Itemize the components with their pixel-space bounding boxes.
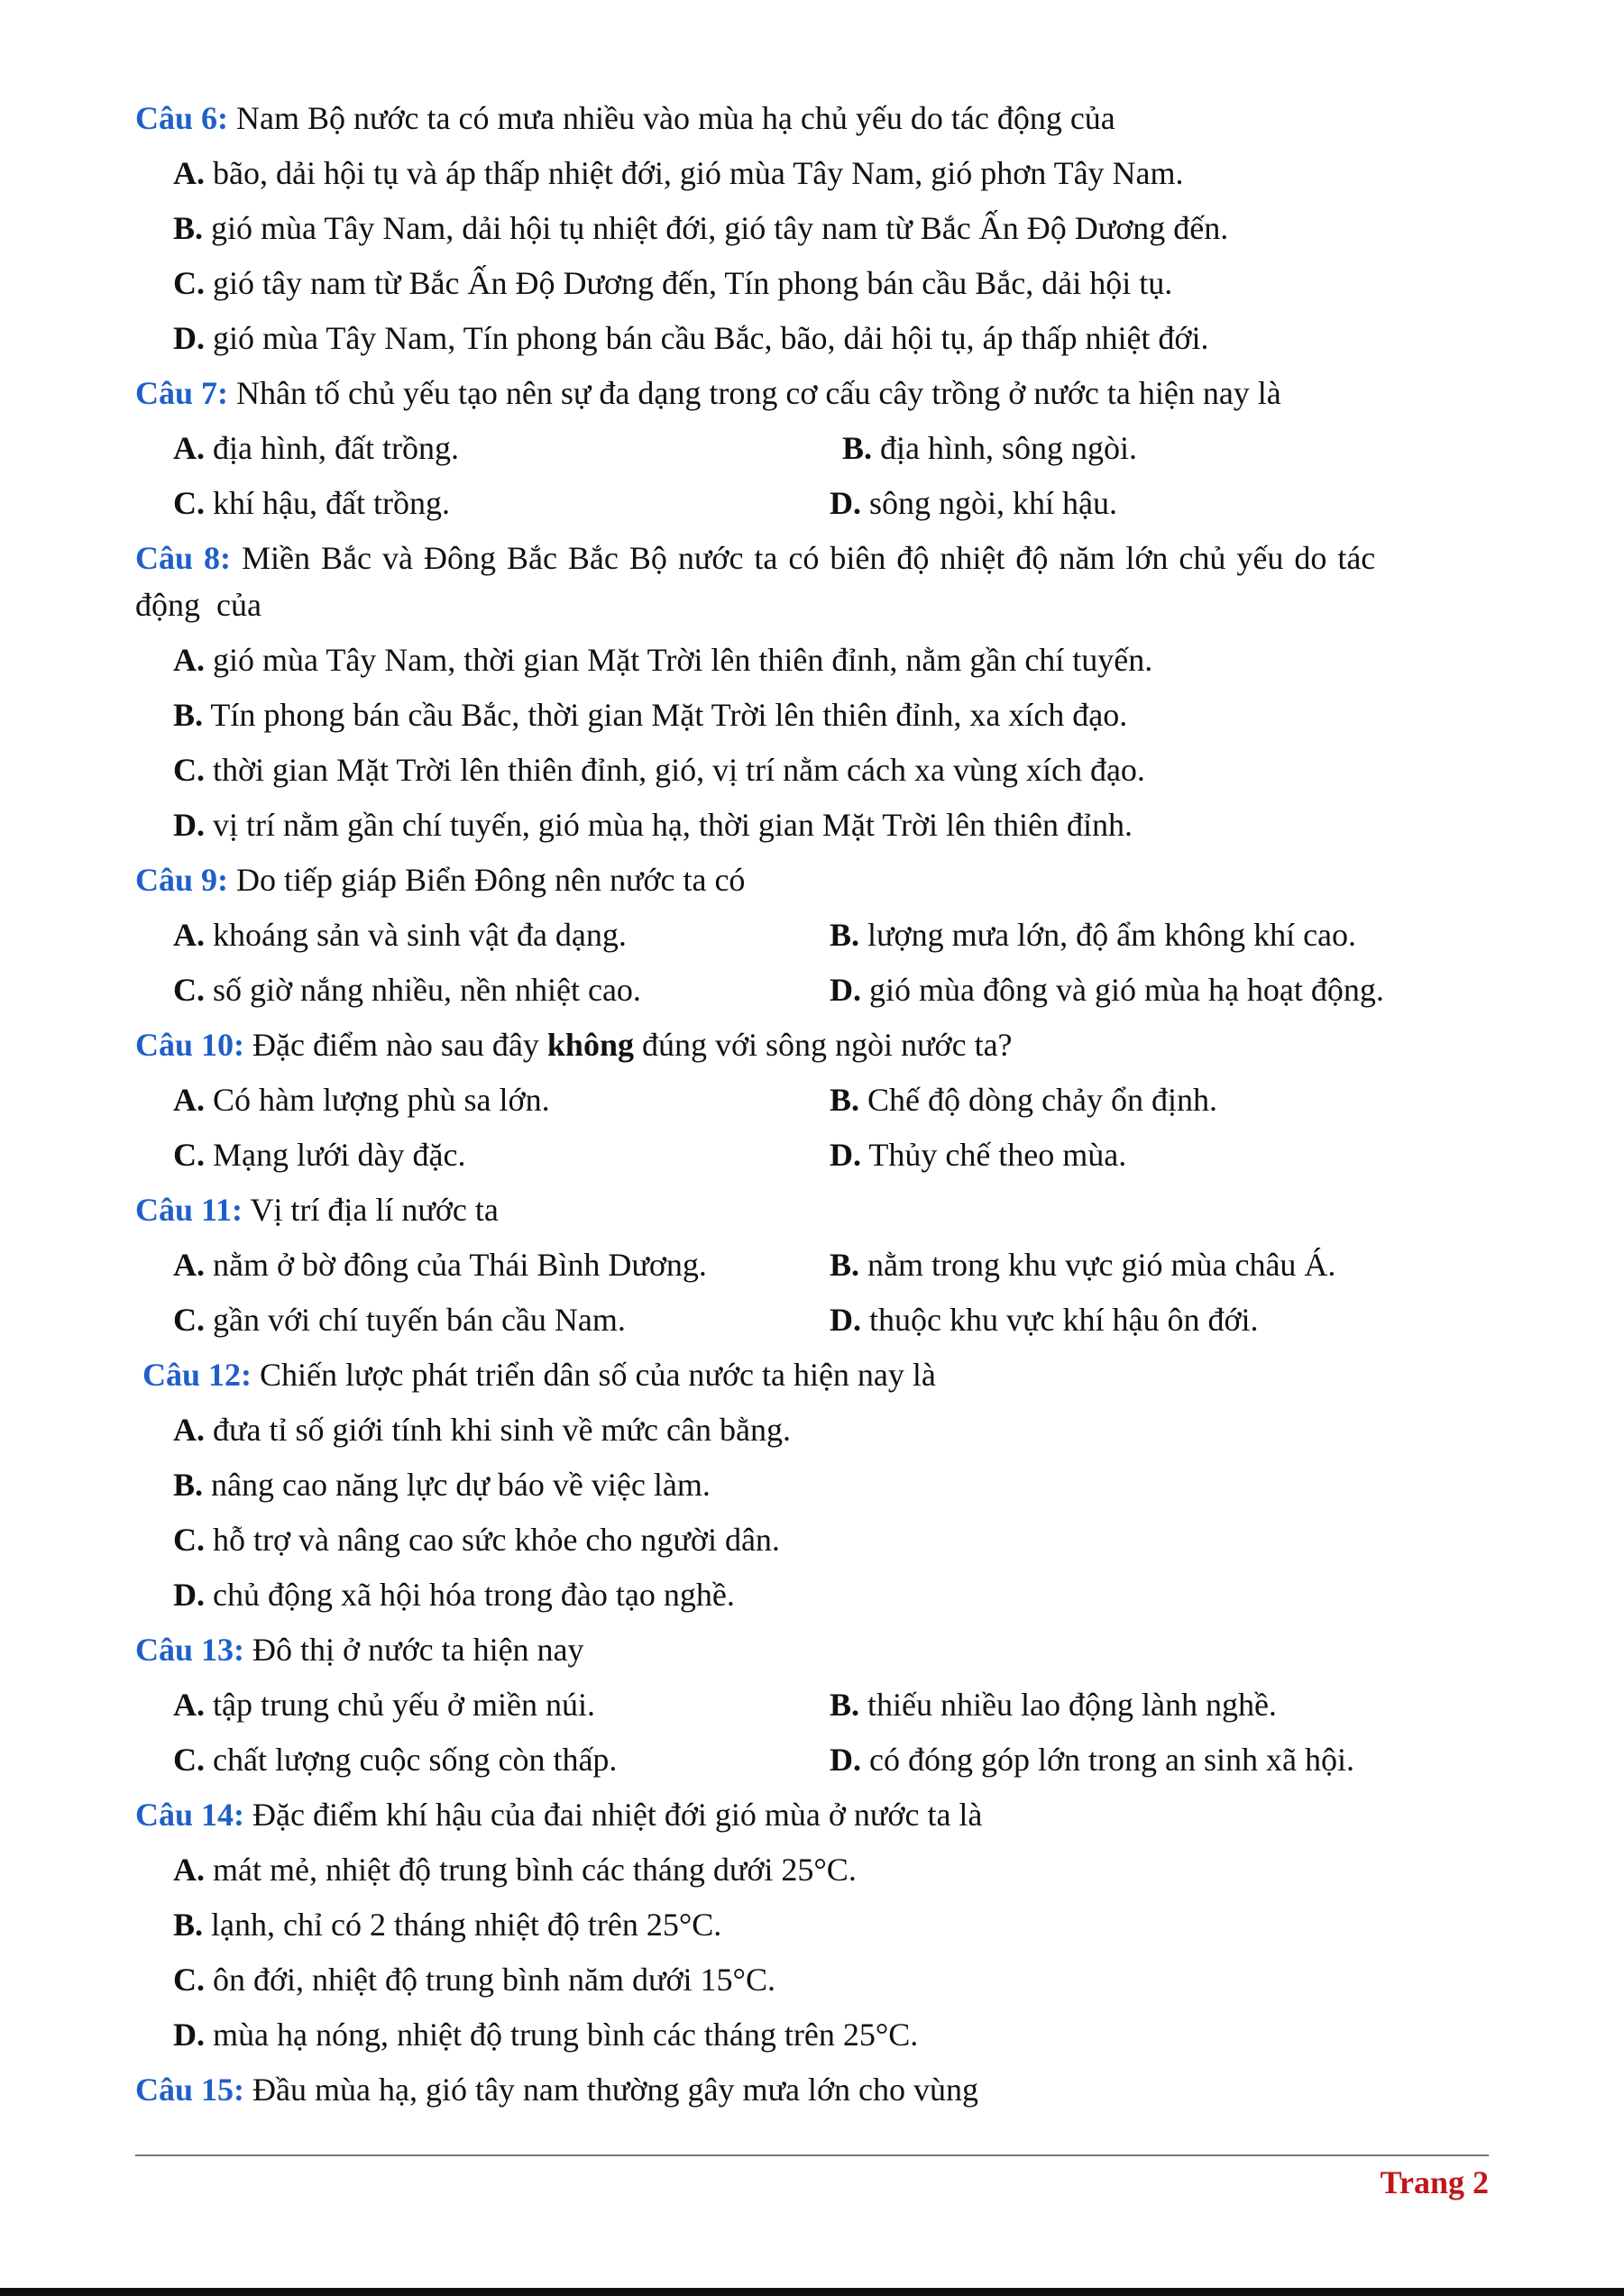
option-key: D.	[830, 1137, 861, 1173]
option-text: gió mùa Tây Nam, thời gian Mặt Trời lên thiên đỉnh, nằm gần chí tuyến.	[213, 642, 1153, 678]
option-key: D.	[173, 1577, 205, 1613]
option-key: D.	[173, 2017, 205, 2053]
option-c	[173, 267, 1172, 299]
question-label: Câu 11:	[135, 1192, 243, 1228]
option-key: C.	[173, 972, 205, 1008]
option-b	[173, 212, 1228, 244]
option-key: A.	[173, 1247, 205, 1283]
option-key: A.	[173, 917, 205, 953]
question-stem: Đặc điểm khí hậu của đai nhiệt đới gió mùa ở nước ta là	[252, 1797, 983, 1833]
question-stem: Nam Bộ nước ta có mưa nhiều vào mùa hạ chủ yếu do tác động của	[236, 100, 1115, 136]
question-6	[135, 102, 1115, 134]
option-a	[173, 1688, 595, 1721]
option-text: Chế độ dòng chảy ổn định.	[867, 1082, 1217, 1118]
option-key: C.	[173, 1522, 205, 1558]
option-text: gió tây nam từ Bắc Ấn Độ Dương đến, Tín phong bán cầu Bắc, dải hội tụ.	[213, 265, 1173, 301]
question-label: Câu 9:	[135, 862, 229, 898]
question-11	[135, 1194, 499, 1226]
option-b	[830, 1688, 1277, 1721]
question-12	[142, 1358, 936, 1391]
option-a	[173, 1249, 707, 1281]
option-text: Có hàm lượng phù sa lớn.	[213, 1082, 550, 1118]
option-b	[842, 432, 1137, 464]
option-key: D.	[830, 1742, 861, 1778]
option-key: C.	[173, 1137, 205, 1173]
option-text: nằm ở bờ đông của Thái Bình Dương.	[213, 1247, 707, 1283]
option-text: Mạng lưới dày đặc.	[213, 1137, 466, 1173]
option-c	[173, 1743, 617, 1776]
option-key: B.	[830, 917, 860, 953]
option-text: mùa hạ nóng, nhiệt độ trung bình các tháng trên 25°C.	[213, 2017, 919, 2053]
option-key: A.	[173, 155, 205, 191]
option-text: có đóng góp lớn trong an sinh xã hội.	[869, 1742, 1354, 1778]
question-label: Câu 6:	[135, 100, 229, 136]
option-text: nằm trong khu vực gió mùa châu Á.	[867, 1247, 1336, 1283]
option-key: D.	[830, 972, 861, 1008]
question-8-continuation	[135, 589, 261, 621]
option-key: C.	[173, 1302, 205, 1338]
option-b	[830, 1084, 1217, 1116]
option-text: thời gian Mặt Trời lên thiên đỉnh, gió, vị trí nằm cách xa vùng xích đạo.	[213, 752, 1145, 788]
question-label: Câu 13:	[135, 1632, 245, 1668]
question-14	[135, 1798, 982, 1831]
option-key: A.	[173, 430, 205, 466]
bottom-border	[0, 2288, 1624, 2296]
question-stem-end: đúng với sông ngòi nước ta?	[641, 1027, 1013, 1063]
question-13	[135, 1633, 584, 1666]
option-key: A.	[173, 1852, 205, 1888]
option-d	[173, 1578, 735, 1611]
option-key: D.	[830, 485, 861, 521]
option-text: mát mẻ, nhiệt độ trung bình các tháng dưới 25°C.	[213, 1852, 857, 1888]
option-text: hỗ trợ và nâng cao sức khỏe cho người dân.	[213, 1522, 780, 1558]
option-key: C.	[173, 752, 205, 788]
question-8	[135, 542, 1375, 574]
option-a	[173, 432, 459, 464]
question-10	[135, 1029, 1013, 1061]
option-a	[173, 919, 627, 951]
option-key: C.	[173, 485, 205, 521]
page-number: Trang 2	[1380, 2164, 1489, 2200]
option-text: số giờ nắng nhiều, nền nhiệt cao.	[213, 972, 641, 1008]
question-label: Câu 12:	[142, 1357, 252, 1393]
option-b	[173, 699, 1127, 731]
option-key: D.	[830, 1302, 861, 1338]
option-text: địa hình, sông ngòi.	[880, 430, 1138, 466]
option-b	[173, 1468, 711, 1501]
option-c	[173, 754, 1145, 786]
question-label: Câu 10:	[135, 1027, 245, 1063]
option-text: chủ động xã hội hóa trong đào tạo nghề.	[213, 1577, 735, 1613]
option-text: sông ngòi, khí hậu.	[869, 485, 1117, 521]
option-a	[173, 1413, 791, 1446]
question-label: Câu 14:	[135, 1797, 245, 1833]
option-text: đưa tỉ số giới tính khi sinh về mức cân bằng.	[213, 1412, 791, 1448]
question-stem: Vị trí địa lí nước ta	[250, 1192, 499, 1228]
option-c	[173, 1304, 626, 1336]
option-text: địa hình, đất trồng.	[213, 430, 459, 466]
option-text: khí hậu, đất trồng.	[213, 485, 450, 521]
option-key: A.	[173, 1412, 205, 1448]
option-c	[173, 974, 641, 1006]
option-key: A.	[173, 1687, 205, 1723]
option-text: bão, dải hội tụ và áp thấp nhiệt đới, gió mùa Tây Nam, gió phơn Tây Nam.	[213, 155, 1184, 191]
option-b	[830, 1249, 1335, 1281]
option-text: tập trung chủ yếu ở miền núi.	[213, 1687, 595, 1723]
question-stem: Do tiếp giáp Biển Đông nên nước ta có	[236, 862, 746, 898]
option-key: D.	[173, 320, 205, 356]
option-key: B.	[842, 430, 873, 466]
option-key: B.	[830, 1247, 860, 1283]
option-d	[830, 1304, 1259, 1336]
option-key: C.	[173, 265, 205, 301]
option-text: Tín phong bán cầu Bắc, thời gian Mặt Trời lên thiên đỉnh, xa xích đạo.	[210, 697, 1128, 733]
option-a	[173, 1853, 857, 1886]
option-c	[173, 1139, 465, 1171]
option-text: khoáng sản và sinh vật đa dạng.	[213, 917, 627, 953]
option-text: gió mùa đông và gió mùa hạ hoạt động.	[869, 972, 1384, 1008]
option-d	[173, 2018, 918, 2051]
option-key: A.	[173, 642, 205, 678]
question-7	[135, 377, 1281, 409]
question-label: Câu 7:	[135, 375, 229, 411]
question-stem-continued: động của	[135, 587, 261, 623]
option-text: ôn đới, nhiệt độ trung bình năm dưới 15°C.	[213, 1962, 775, 1998]
option-text: chất lượng cuộc sống còn thấp.	[213, 1742, 618, 1778]
option-text: vị trí nằm gần chí tuyến, gió mùa hạ, thời gian Mặt Trời lên thiên đỉnh.	[213, 807, 1133, 843]
option-a	[173, 1084, 550, 1116]
question-15	[135, 2073, 978, 2106]
option-text: lạnh, chỉ có 2 tháng nhiệt độ trên 25°C.	[211, 1907, 722, 1943]
option-a	[173, 644, 1152, 676]
question-stem: Chiến lược phát triển dân số của nước ta hiện nay là	[260, 1357, 936, 1393]
option-text: lượng mưa lớn, độ ẩm không khí cao.	[867, 917, 1357, 953]
option-text: gần với chí tuyến bán cầu Nam.	[213, 1302, 626, 1338]
option-b	[830, 919, 1356, 951]
question-label: Câu 8:	[135, 540, 232, 576]
option-d	[830, 487, 1117, 519]
option-c	[173, 1523, 780, 1556]
option-text: gió mùa Tây Nam, dải hội tụ nhiệt đới, gió tây nam từ Bắc Ấn Độ Dương đến.	[211, 210, 1229, 246]
option-b	[173, 1908, 721, 1941]
option-d	[830, 1743, 1354, 1776]
option-key: B.	[173, 210, 204, 246]
option-text: thiếu nhiều lao động lành nghề.	[867, 1687, 1277, 1723]
question-stem: Đô thị ở nước ta hiện nay	[252, 1632, 584, 1668]
option-key: A.	[173, 1082, 205, 1118]
option-key: C.	[173, 1962, 205, 1998]
question-9	[135, 864, 745, 896]
option-key: B.	[173, 697, 204, 733]
question-stem: Miền Bắc và Đông Bắc Bắc Bộ nước ta có biên độ nhiệt độ năm lớn chủ yếu do tác	[242, 540, 1376, 576]
option-d	[173, 322, 1208, 354]
option-text: nâng cao năng lực dự báo về việc làm.	[211, 1467, 711, 1503]
option-text: thuộc khu vực khí hậu ôn đới.	[869, 1302, 1259, 1338]
option-a	[173, 157, 1184, 189]
option-key: C.	[173, 1742, 205, 1778]
option-key: B.	[830, 1082, 860, 1118]
question-stem-emphasis: không	[546, 1027, 634, 1063]
option-d	[830, 1139, 1126, 1171]
option-d	[830, 974, 1384, 1006]
question-stem: Đầu mùa hạ, gió tây nam thường gây mưa lớn cho vùng	[252, 2072, 978, 2108]
option-c	[173, 487, 450, 519]
footer-divider	[135, 2154, 1489, 2156]
option-key: B.	[173, 1467, 204, 1503]
option-text: Thủy chế theo mùa.	[868, 1137, 1127, 1173]
option-key: B.	[830, 1687, 860, 1723]
question-label: Câu 15:	[135, 2072, 245, 2108]
option-text: gió mùa Tây Nam, Tín phong bán cầu Bắc, bão, dải hội tụ, áp thấp nhiệt đới.	[213, 320, 1209, 356]
option-d	[173, 809, 1133, 841]
question-stem: Nhân tố chủ yếu tạo nên sự đa dạng trong cơ cấu cây trồng ở nước ta hiện nay là	[236, 375, 1281, 411]
question-stem-start: Đặc điểm nào sau đây	[252, 1027, 539, 1063]
option-key: D.	[173, 807, 205, 843]
option-c	[173, 1963, 775, 1996]
option-key: B.	[173, 1907, 204, 1943]
